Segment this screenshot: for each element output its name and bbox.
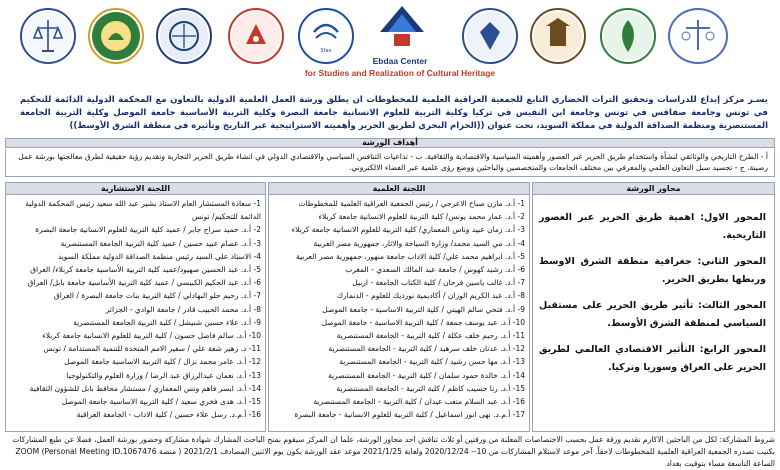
list-item: 7- أ.د. غالب ياسين فرحان / كلية الكتاب الجامعة - اربيل	[352, 278, 525, 288]
center-tagline: for Studies and Realization of Cultural Heritage	[304, 68, 496, 78]
list-item: 14- أ.د. خالدة حمود سلمان / كلية التربية - الجامعة المستنصرية	[328, 370, 525, 380]
logo-court-arbitration	[20, 8, 76, 64]
advisory-committee-title: اللجنة الاستشارية	[6, 183, 265, 195]
list-item: 12- أ.د. عامر محمد نزال / كلية التربية الاساسية جامعة الموصل	[64, 357, 261, 367]
axis-item: المحور الرابع: التأثير الاقتصادي العالمي لطريق الحرير على العراق وسوريا وتركيا.	[539, 344, 766, 373]
list-item: 13- أ.د. نعمان عبدالرزاق عبد الرضا / وزارة العلوم والتكنولوجيا	[66, 370, 261, 380]
list-item: 6- أ.د. عبد الحكيم الكبيسي / عميد كلية التربية الأساسية جامعة بابل/ العراق	[27, 278, 261, 288]
list-item: 9- أ.د. علاء حسين شنيشل / كلية التربية الجامعة المستنصرية	[73, 317, 261, 327]
scientific-committee-list	[269, 195, 529, 423]
list-item: 10- أ.د. عبد يوسف جمعة / كلية التربية الاساسية - جامعة الموصل	[321, 317, 525, 327]
list-item: 5- أ.د. ابراهيم محمد علي/ كلية الاداب جامعة منهور، جمهورية مصر العربية	[296, 251, 525, 261]
axes-title: محاور الورشة	[533, 183, 774, 195]
list-item: 1- أ.د. مازن صباح الاعرجي / رئيس الجمعية العراقية العلمية للمخطوطات	[298, 199, 525, 208]
header	[0, 0, 780, 92]
list-item: 3- أ.د. زمان عبيد وناس المعماري/ كلية التربية للعلوم الانسانية جامعة كربلاء	[291, 225, 525, 235]
logo-organization-b	[156, 8, 212, 64]
scientific-committee-title: اللجنة العلمية	[269, 183, 529, 195]
axis-item: المحور الثاني: جغرافية منطقة الشرق الاوسط وربطها بطريق الحرير.	[539, 256, 766, 285]
list-item: 1- سعادة المستشار العام الاستاذ بشير عبد الله سعيد رئيس المحكمة الدولية الدائمة للتحكيم/ تونس	[25, 199, 261, 222]
list-item: 3- أ.د. عصام عبيد حسين / عميد كلية التربية الجامعة المستنصرية	[60, 238, 261, 248]
list-item: 2- أ.د. حميد سراج جابر / عميد كلية التربية للعلوم الانسانية جامعة البصرة	[35, 225, 261, 235]
goals-title: أهداف الورشة	[5, 138, 775, 148]
list-item: 2- أ.د. عمار محمد يونس/ كلية التربية للعلوم الانسانية جامعة كربلاء	[318, 212, 525, 222]
ebdaa-logo	[372, 2, 432, 50]
logo-university-e	[530, 8, 586, 64]
intro-text: يسـر مركز إبداع للدراسات وتحقيق التراث الحضاري التابع للجمعية العراقية العلمية للمخطوطات ان يطلق ورشة العمل العلمية الدولية بالتعاون مع المحكمة الدولية الدائمة للتحكيم في تونس وجامعة صفاقس في تونس وجامعة ابن النفيس في تركيا وكلية التربية للعلوم الانسانية جامعة البصرة وكلية التربية الأساسية جامعة الموصل وكلية التربية الجامعة المستنصرية ومنظمة الصداقة الدولية في مملكة السويد، تحت عنوان ((الحزام البحري لطريق الحرير وأهميته الاستراتيجية عبر التاريخ وتأثيره في منطقة الشرق الأوسط))	[20, 95, 768, 131]
list-item: 6- أ.د. رشيد كهوس / جامعة عبد المالك السعدي - المغرب	[345, 265, 525, 275]
list-item: 4- الاستاذ علي السيد رئيس منظمة الصداقة الدولية مملكة السويد	[57, 251, 261, 261]
advisory-committee-panel	[5, 182, 266, 432]
svg-text:Sfax: Sfax	[320, 48, 332, 54]
list-item: 17- أ.م.د. نهى انور اسماعيل / كلية التربية للعلوم الانسانية - جامعة البصرة	[294, 410, 525, 420]
list-item: 4- أ.د. مي السيد محمد/ وزارة السياحة والاثار، جمهورية مصر العربية	[313, 238, 525, 248]
list-item: 7- أ.د. رحيم حلو البهادلي / كلية التربية بنات جامعة البصرة / العراق	[53, 291, 261, 301]
logo-organization-c	[228, 8, 284, 64]
logo-university-d	[462, 8, 518, 64]
list-item: 15- أ.د. هدى فخري سعيد / كلية التربية الاساسية جامعة الموصل	[61, 397, 261, 407]
list-item: 10- أ.د. سالم فاضل حسون / كلية التربية للعلوم الانسانية جامعة كربلاء	[42, 331, 261, 341]
logo-university-f	[600, 8, 656, 64]
list-item: 11- أ.د. رحيم خلف عكلة / كلية التربية - الجامعة المستنصرية	[336, 331, 525, 341]
list-item: 11- د. زهير شعة علي / سفير الامم المتحدة للتنمية المستدامة / تونس	[43, 344, 261, 354]
participation-conditions: شروط المشاركة: لكل من الباحثين الاكارم تقديم ورقة عمل بحسب الاختصاصات المعلنة من ورقتين أو ثلاث تناقش احد محاور الورشة، علما ان المركز سيقوم بمنح الباحث المشارك شهادة مشاركة وحضور بورشة العمل، فضلا عن طبع المشاركات بكتيب تصدره الجمعية العراقية العلمية للمخطوطات لاحقاً. آخر موعد لاستلام المشاركات من 10-- 2020/12/24 ولغاية 2021/1/25 موعد عقد الورشة يكون يوم الاثنين المصادف 2021/2/1 ( منصة ZOOM (Personal Meeting ID.1067476 الساعة التاسعة مساء بتوقيت بغداد	[12, 435, 775, 468]
list-item: 9- أ.د. فتحي سالم الهيتي / كلية التربية الاساسية - جامعة الموصل	[322, 304, 525, 314]
list-item: 5- أ.د. عبد الحسين صهيود/عميد كلية التربية الأساسية جامعة كربلاء/ العراق	[30, 265, 261, 275]
goals-text: أ - الطرح التاريخي والوثائقي لنشأة واستخدام طريق الحرير عبر العصور وأهميته السياسية والاقتصادية والثقافية. ب - تداعيات التنافس السياسي والاقتصادي الدولي في انشاء طريق الحرير التجارية وتقديم رؤية حقيقية لطرق معالجتها بورشة عمل رصينة. ج - تجسيد سبل التعاون العلمي والمعرفي بين مختلف الجامعات والمتخصصين والباحثين ووضع رؤى علمية عبر الفضاء الالكتروني.	[5, 149, 775, 177]
list-item: 8- أ.د. عبد الكريم الوزان / أكاديمية نورديك للعلوم - الدنمارك	[336, 291, 525, 301]
axis-item: المحور الثالث: تأثير طريق الحرير على مستقبل السياسي لمنطقة الشرق الأوسط.	[539, 300, 766, 329]
axis-item: المحور الاول: اهمية طريق الحرير عبر العصور التاريخية.	[539, 212, 766, 241]
list-item: 15- أ.د. رنا حسيب كاظم / كلية التربية - الجامعة المستنصرية	[336, 383, 525, 393]
list-item: 12- أ.د. عدنان خلف سرهيد / كلية التربية - الجامعة المستنصرية	[328, 344, 525, 354]
list-item: 16- أ.د. عبد السلام متعب عيدان / كلية التربية - الجامعة المستنصرية	[313, 397, 525, 407]
axes-panel	[532, 182, 775, 432]
list-item: 13- أ.د. مها حسن رشيد / كلية التربية - الجامعة المستنصرية	[339, 357, 525, 367]
list-item: 14- أ.د. ابسر فاهم ونس المعماري / مستشار محافظ بابل للشؤون الثقافية	[29, 383, 261, 393]
axes-list	[533, 195, 774, 377]
advisory-committee-list	[6, 195, 265, 423]
scientific-committee-panel	[268, 182, 530, 432]
logo-university-g	[668, 8, 728, 64]
center-org: Ebdaa Center	[372, 56, 428, 66]
list-item: 16- أ.م.د. رسل علاء حسين / كلية الاداب - الجامعة العراقية	[76, 410, 261, 420]
logo-university-a	[88, 8, 144, 64]
list-item: 8- أ.د. محمد الحبيب قادر / جامعة الوادي - الجزائر	[105, 304, 261, 314]
